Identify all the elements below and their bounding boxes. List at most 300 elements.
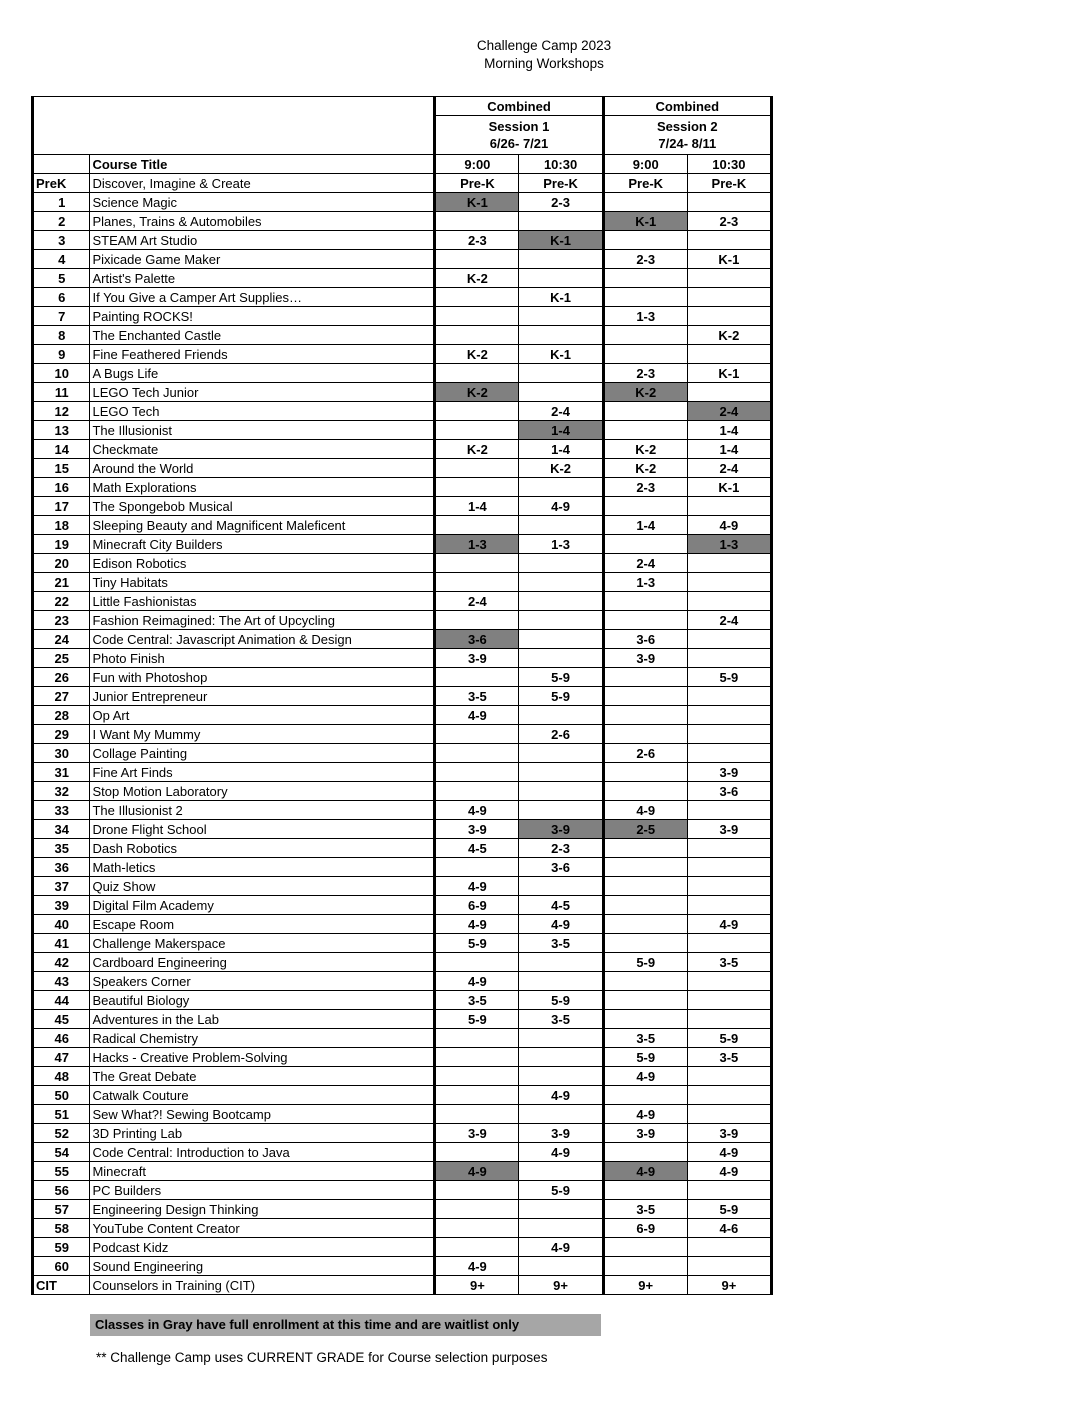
grade-cell	[687, 801, 771, 820]
table-row	[33, 269, 772, 288]
grade-cell: 2-3	[603, 364, 687, 383]
table-row	[33, 953, 772, 972]
grade-cell	[603, 858, 687, 877]
grade-cell	[519, 326, 603, 345]
grade-cell	[603, 972, 687, 991]
grade-cell: 5-9	[519, 1181, 603, 1200]
grade-note: ** Challenge Camp uses CURRENT GRADE for Course selection purposes	[96, 1350, 548, 1365]
table-row	[33, 668, 772, 687]
grade-cell: 3-9	[687, 820, 771, 839]
grade-cell: 5-9	[603, 953, 687, 972]
course-number: 27	[33, 687, 90, 706]
table-row	[33, 1181, 772, 1200]
course-title-header: Course Title	[90, 155, 435, 174]
table-row	[33, 1067, 772, 1086]
grade-cell	[519, 649, 603, 668]
grade-cell	[519, 592, 603, 611]
grade-cell	[519, 1048, 603, 1067]
grade-cell	[603, 706, 687, 725]
table-row	[33, 1257, 772, 1276]
course-title: Code Central: Javascript Animation & Design	[90, 630, 435, 649]
course-number: 56	[33, 1181, 90, 1200]
table-row	[33, 193, 772, 212]
session1-label	[435, 116, 603, 155]
table-row	[33, 573, 772, 592]
course-number: 15	[33, 459, 90, 478]
course-number: 45	[33, 1010, 90, 1029]
grade-cell	[435, 573, 519, 592]
grade-cell: 4-9	[603, 1162, 687, 1181]
table-row	[33, 706, 772, 725]
table-row	[33, 915, 772, 934]
course-number: 40	[33, 915, 90, 934]
grade-cell: 3-9	[435, 649, 519, 668]
course-title: Science Magic	[90, 193, 435, 212]
session2-name: Session 2	[656, 119, 718, 134]
grade-cell: 4-9	[687, 1162, 771, 1181]
table-row	[33, 326, 772, 345]
grade-cell: 2-6	[603, 744, 687, 763]
grade-cell	[687, 896, 771, 915]
grade-cell: 3-9	[435, 820, 519, 839]
grade-cell: 2-4	[687, 611, 771, 630]
grade-cell	[435, 516, 519, 535]
grade-cell	[435, 212, 519, 231]
course-title: The Spongebob Musical	[90, 497, 435, 516]
grade-cell	[519, 1029, 603, 1048]
grade-cell	[519, 611, 603, 630]
course-title: LEGO Tech	[90, 402, 435, 421]
grade-cell	[687, 1010, 771, 1029]
grade-cell	[687, 1105, 771, 1124]
grade-cell: 1-3	[435, 535, 519, 554]
grade-cell	[687, 1181, 771, 1200]
grade-cell: 4-9	[687, 516, 771, 535]
grade-cell: 9+	[603, 1276, 687, 1295]
grade-cell: 4-9	[435, 1162, 519, 1181]
grade-cell	[603, 896, 687, 915]
grade-cell	[519, 250, 603, 269]
grade-cell	[519, 953, 603, 972]
course-title: Sew What?! Sewing Bootcamp	[90, 1105, 435, 1124]
course-title: Collage Painting	[90, 744, 435, 763]
grade-cell: 1-3	[603, 573, 687, 592]
course-title: Painting ROCKS!	[90, 307, 435, 326]
course-number: 22	[33, 592, 90, 611]
grade-cell: 1-4	[519, 440, 603, 459]
grade-cell	[519, 1219, 603, 1238]
grade-cell: 3-9	[687, 763, 771, 782]
grade-cell	[687, 934, 771, 953]
grade-cell	[687, 383, 771, 402]
grade-cell: 5-9	[435, 1010, 519, 1029]
grade-cell	[687, 573, 771, 592]
course-number: 10	[33, 364, 90, 383]
table-row	[33, 402, 772, 421]
course-number: 59	[33, 1238, 90, 1257]
table-row	[33, 1105, 772, 1124]
course-title: Fashion Reimagined: The Art of Upcycling	[90, 611, 435, 630]
course-title: Engineering Design Thinking	[90, 1200, 435, 1219]
grade-cell: 5-9	[519, 668, 603, 687]
grade-cell	[519, 630, 603, 649]
grade-cell: K-1	[687, 364, 771, 383]
course-title: Minecraft	[90, 1162, 435, 1181]
grade-cell	[687, 706, 771, 725]
course-title: Fun with Photoshop	[90, 668, 435, 687]
grade-cell: 4-9	[519, 497, 603, 516]
table-row	[33, 1010, 772, 1029]
grade-cell: 4-9	[519, 915, 603, 934]
course-title: Digital Film Academy	[90, 896, 435, 915]
grade-cell: 3-9	[603, 649, 687, 668]
table-row	[33, 554, 772, 573]
grade-cell: 2-3	[435, 231, 519, 250]
course-number: 5	[33, 269, 90, 288]
table-row	[33, 307, 772, 326]
grade-cell	[603, 1238, 687, 1257]
grade-cell	[519, 1162, 603, 1181]
grade-cell	[519, 307, 603, 326]
course-title: Sound Engineering	[90, 1257, 435, 1276]
course-title: Catwalk Couture	[90, 1086, 435, 1105]
grade-cell: 4-9	[519, 1238, 603, 1257]
course-title: Edison Robotics	[90, 554, 435, 573]
grade-cell: 3-5	[687, 1048, 771, 1067]
grade-cell	[687, 1238, 771, 1257]
grade-cell: 6-9	[435, 896, 519, 915]
grade-cell: 5-9	[687, 668, 771, 687]
course-number: 23	[33, 611, 90, 630]
grade-cell	[603, 421, 687, 440]
course-title: Planes, Trains & Automobiles	[90, 212, 435, 231]
grade-cell: Pre-K	[603, 174, 687, 193]
grade-cell	[519, 782, 603, 801]
table-row	[33, 1238, 772, 1257]
table-row	[33, 1048, 772, 1067]
course-title: Escape Room	[90, 915, 435, 934]
grade-cell: 4-9	[435, 877, 519, 896]
grade-cell	[687, 231, 771, 250]
table-row	[33, 896, 772, 915]
header-num-blank	[33, 155, 90, 174]
grade-cell	[435, 1029, 519, 1048]
grade-cell	[519, 269, 603, 288]
course-title: Math-letics	[90, 858, 435, 877]
course-number: 9	[33, 345, 90, 364]
course-title: Fine Feathered Friends	[90, 345, 435, 364]
session1-combined: Combined	[435, 97, 603, 116]
grade-cell	[603, 231, 687, 250]
table-row	[33, 649, 772, 668]
grade-cell: 3-5	[603, 1200, 687, 1219]
course-title: Beautiful Biology	[90, 991, 435, 1010]
grade-cell	[519, 801, 603, 820]
document-title: Challenge Camp 2023	[476, 38, 612, 53]
grade-cell: K-2	[603, 440, 687, 459]
grade-cell: 3-6	[519, 858, 603, 877]
grade-cell	[435, 953, 519, 972]
course-title: If You Give a Camper Art Supplies…	[90, 288, 435, 307]
table-row	[33, 820, 772, 839]
course-number: 13	[33, 421, 90, 440]
grade-cell	[687, 839, 771, 858]
grade-cell	[519, 212, 603, 231]
course-number: 28	[33, 706, 90, 725]
course-number: 2	[33, 212, 90, 231]
grade-cell: 3-6	[687, 782, 771, 801]
grade-cell: 1-3	[687, 535, 771, 554]
grade-cell	[603, 763, 687, 782]
grade-cell	[435, 763, 519, 782]
grade-cell	[519, 573, 603, 592]
course-number: 57	[33, 1200, 90, 1219]
grade-cell: 2-4	[687, 402, 771, 421]
course-number: 39	[33, 896, 90, 915]
session1-name: Session 1	[488, 119, 550, 134]
grade-cell: K-1	[435, 193, 519, 212]
course-number: 54	[33, 1143, 90, 1162]
grade-cell	[687, 307, 771, 326]
table-row	[33, 858, 772, 877]
grade-cell	[603, 402, 687, 421]
grade-cell	[603, 497, 687, 516]
grade-cell	[603, 193, 687, 212]
grade-cell	[519, 478, 603, 497]
course-number: 52	[33, 1124, 90, 1143]
grade-cell	[435, 326, 519, 345]
course-number: 17	[33, 497, 90, 516]
course-number: 60	[33, 1257, 90, 1276]
table-row	[33, 1143, 772, 1162]
table-row	[33, 440, 772, 459]
grade-cell	[687, 592, 771, 611]
course-title: LEGO Tech Junior	[90, 383, 435, 402]
course-title: Op Art	[90, 706, 435, 725]
grade-cell	[687, 630, 771, 649]
table-row	[33, 763, 772, 782]
grade-cell	[603, 535, 687, 554]
grade-cell	[603, 687, 687, 706]
course-number: 21	[33, 573, 90, 592]
grade-cell: K-1	[687, 250, 771, 269]
grade-cell: K-2	[435, 440, 519, 459]
grade-cell: 1-3	[519, 535, 603, 554]
course-number: 11	[33, 383, 90, 402]
table-row	[33, 630, 772, 649]
grade-cell	[603, 1010, 687, 1029]
table-row	[33, 611, 772, 630]
grade-cell	[435, 288, 519, 307]
grade-cell	[687, 554, 771, 573]
course-number: 8	[33, 326, 90, 345]
grade-cell: 3-9	[519, 820, 603, 839]
course-title: Dash Robotics	[90, 839, 435, 858]
grade-cell	[435, 1067, 519, 1086]
grade-cell	[603, 668, 687, 687]
grade-cell: 3-5	[435, 991, 519, 1010]
table-row	[33, 839, 772, 858]
table-row	[33, 212, 772, 231]
course-title: Speakers Corner	[90, 972, 435, 991]
course-number: 48	[33, 1067, 90, 1086]
course-title: The Illusionist	[90, 421, 435, 440]
course-number: 43	[33, 972, 90, 991]
grade-cell	[519, 364, 603, 383]
session1-dates: 6/26- 7/21	[489, 136, 549, 151]
grade-cell	[435, 725, 519, 744]
course-number: CIT	[33, 1276, 90, 1295]
grade-cell: 4-5	[435, 839, 519, 858]
course-title: 3D Printing Lab	[90, 1124, 435, 1143]
grade-cell: 2-3	[519, 193, 603, 212]
grade-cell: 4-9	[435, 706, 519, 725]
table-row	[33, 497, 772, 516]
time-header-s1-900: 9:00	[435, 155, 519, 174]
table-row	[33, 421, 772, 440]
course-number: 16	[33, 478, 90, 497]
table-row	[33, 934, 772, 953]
grade-cell: Pre-K	[519, 174, 603, 193]
course-number: 12	[33, 402, 90, 421]
course-number: 24	[33, 630, 90, 649]
grade-cell	[435, 364, 519, 383]
grade-cell	[603, 934, 687, 953]
grade-cell	[687, 725, 771, 744]
grade-cell: 2-3	[519, 839, 603, 858]
grade-cell: 4-9	[687, 1143, 771, 1162]
header-blank	[33, 97, 435, 155]
course-title: Little Fashionistas	[90, 592, 435, 611]
grade-cell	[435, 1238, 519, 1257]
course-title: Junior Entrepreneur	[90, 687, 435, 706]
grade-cell	[603, 991, 687, 1010]
grade-cell: 9+	[687, 1276, 771, 1295]
grade-cell	[435, 459, 519, 478]
grade-cell: K-2	[435, 383, 519, 402]
grade-cell	[435, 1200, 519, 1219]
grade-cell	[603, 915, 687, 934]
grade-cell: 4-9	[435, 1257, 519, 1276]
table-row	[33, 459, 772, 478]
grade-cell: K-1	[519, 345, 603, 364]
grade-cell: 3-9	[435, 1124, 519, 1143]
grade-cell	[603, 611, 687, 630]
grade-cell	[435, 250, 519, 269]
grade-cell	[687, 744, 771, 763]
table-row	[33, 1162, 772, 1181]
table-row	[33, 782, 772, 801]
grade-cell	[687, 877, 771, 896]
grade-cell: 4-9	[519, 1143, 603, 1162]
grade-cell	[687, 269, 771, 288]
course-title: STEAM Art Studio	[90, 231, 435, 250]
grade-cell: 5-9	[687, 1029, 771, 1048]
grade-cell: 3-5	[435, 687, 519, 706]
grade-cell: 4-6	[687, 1219, 771, 1238]
course-number: 47	[33, 1048, 90, 1067]
course-number: 35	[33, 839, 90, 858]
course-number: 20	[33, 554, 90, 573]
table-row	[33, 801, 772, 820]
grade-cell	[435, 611, 519, 630]
table-row	[33, 687, 772, 706]
session2-combined: Combined	[603, 97, 771, 116]
course-title: Artist's Palette	[90, 269, 435, 288]
grade-cell	[603, 1143, 687, 1162]
course-title: A Bugs Life	[90, 364, 435, 383]
course-title: Tiny Habitats	[90, 573, 435, 592]
grade-cell: 1-4	[435, 497, 519, 516]
grade-cell	[435, 744, 519, 763]
grade-cell	[603, 782, 687, 801]
grade-cell: 4-9	[603, 1067, 687, 1086]
grade-cell	[687, 1067, 771, 1086]
grade-cell: 6-9	[603, 1219, 687, 1238]
course-title: Checkmate	[90, 440, 435, 459]
course-number: 18	[33, 516, 90, 535]
grade-cell	[687, 858, 771, 877]
table-row	[33, 345, 772, 364]
grade-cell: 4-5	[519, 896, 603, 915]
grade-cell	[519, 554, 603, 573]
table-row	[33, 725, 772, 744]
grade-cell: 4-9	[435, 801, 519, 820]
table-row	[33, 231, 772, 250]
course-number: 50	[33, 1086, 90, 1105]
course-number: 14	[33, 440, 90, 459]
gray-legend: Classes in Gray have full enrollment at this time and are waitlist only	[90, 1314, 601, 1336]
table-row	[33, 1200, 772, 1219]
course-title: The Great Debate	[90, 1067, 435, 1086]
course-number: 41	[33, 934, 90, 953]
grade-cell	[435, 1143, 519, 1162]
course-number: 32	[33, 782, 90, 801]
grade-cell	[687, 649, 771, 668]
grade-cell	[603, 839, 687, 858]
grade-cell	[435, 421, 519, 440]
grade-cell: 3-5	[687, 953, 771, 972]
course-title: Around the World	[90, 459, 435, 478]
course-number: 25	[33, 649, 90, 668]
schedule-table	[31, 96, 773, 1295]
table-row	[33, 972, 772, 991]
grade-cell	[435, 307, 519, 326]
course-title: Code Central: Introduction to Java	[90, 1143, 435, 1162]
course-title: Cardboard Engineering	[90, 953, 435, 972]
grade-cell: 9+	[519, 1276, 603, 1295]
grade-cell	[519, 744, 603, 763]
course-title: Minecraft City Builders	[90, 535, 435, 554]
session2-dates: 7/24- 8/11	[658, 136, 717, 151]
course-title: YouTube Content Creator	[90, 1219, 435, 1238]
grade-cell: 3-5	[519, 1010, 603, 1029]
course-number: 26	[33, 668, 90, 687]
grade-cell: 2-4	[519, 402, 603, 421]
grade-cell	[603, 326, 687, 345]
course-title: Sleeping Beauty and Magnificent Maleficent	[90, 516, 435, 535]
grade-cell	[435, 1086, 519, 1105]
table-row	[33, 478, 772, 497]
grade-cell	[519, 877, 603, 896]
grade-cell: K-2	[519, 459, 603, 478]
course-number: 44	[33, 991, 90, 1010]
grade-cell: 1-3	[603, 307, 687, 326]
grade-cell	[519, 1200, 603, 1219]
course-title: Quiz Show	[90, 877, 435, 896]
grade-cell: 2-3	[603, 478, 687, 497]
grade-cell: K-1	[519, 288, 603, 307]
